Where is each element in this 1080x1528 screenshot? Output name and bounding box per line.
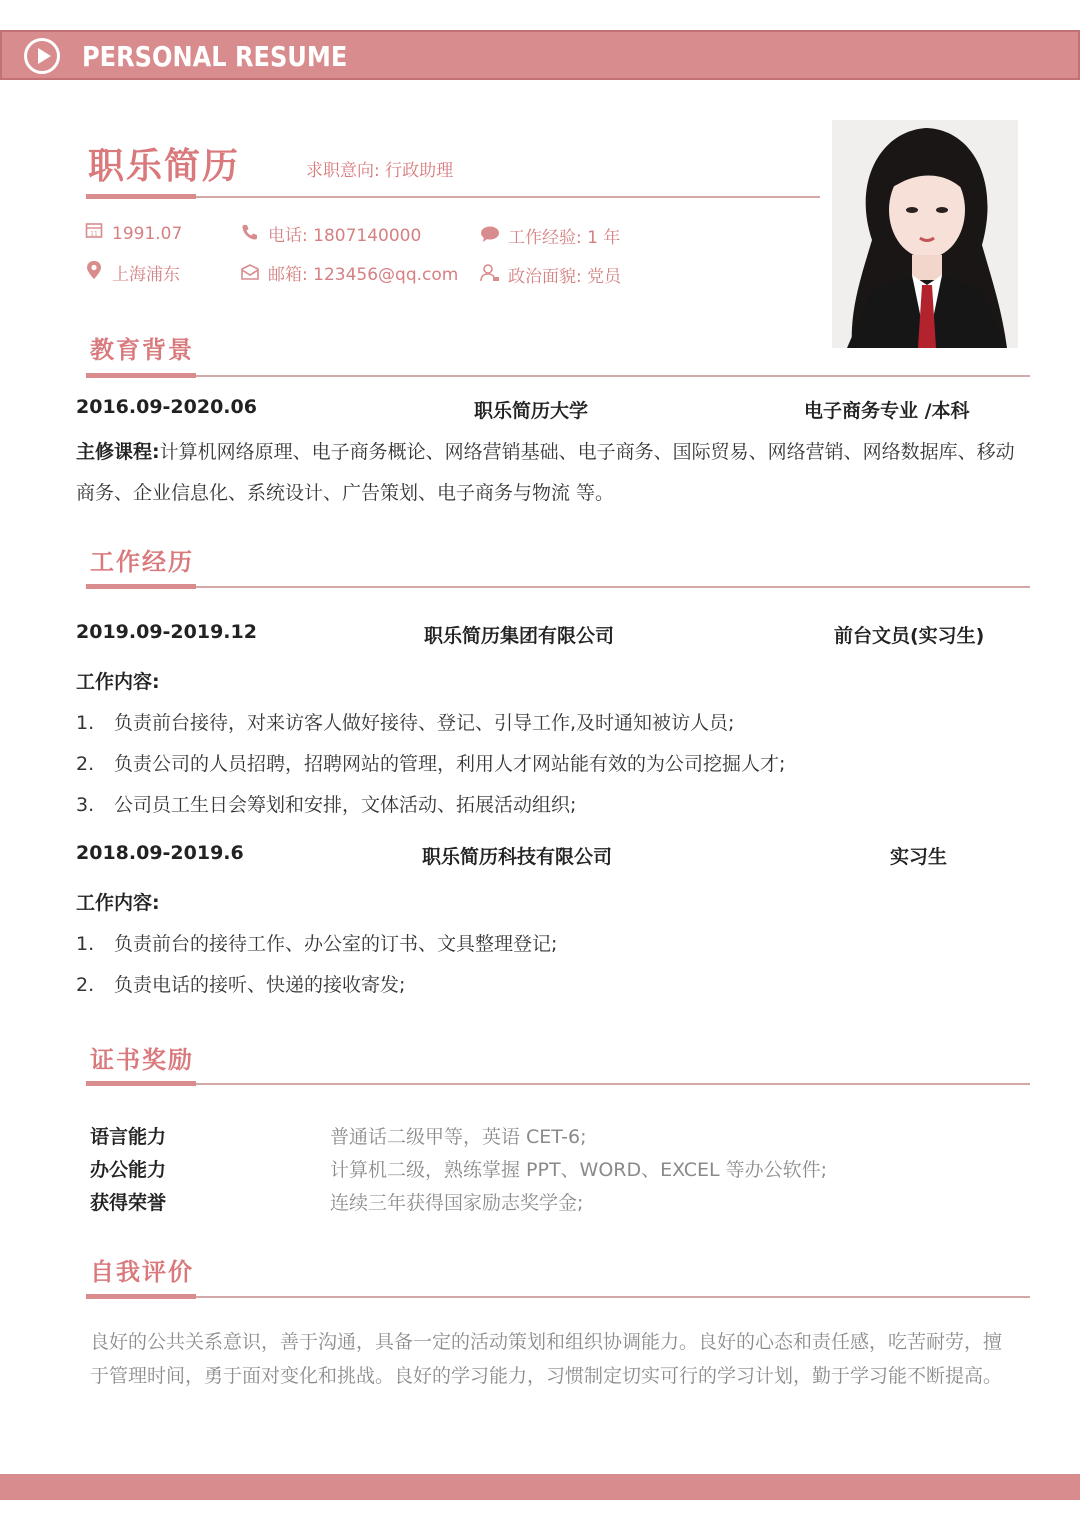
list-item: 1. 负责前台的接待工作、办公室的订书、文具整理登记; <box>76 933 558 955</box>
job2-content-label: 工作内容: <box>76 892 160 914</box>
education-courses <box>76 432 1016 514</box>
education-divider-accent <box>86 373 196 378</box>
mail-icon <box>240 264 260 284</box>
job-intent: 求职意向: 行政助理 <box>306 161 454 181</box>
evaluation-text: 良好的公共关系意识，善于沟通，具备一定的活动策划和组织协调能力。良好的心态和责任感，吃苦耐劳，擅于管理时间，勇于面对变化和挑战。良好的学习能力，习惯制定切实可行的学习计划，勤于学习能不断提高。 <box>90 1331 1003 1387</box>
job2-period: 2018.09-2019.6 <box>76 842 244 864</box>
list-item: 2. 负责公司的人员招聘，招聘网站的管理，利用人才网站能有效的为公司挖掘人才; <box>76 753 786 775</box>
certificates-title: 证书奖励 <box>90 1046 194 1074</box>
header-bar <box>0 30 1080 80</box>
location-info <box>84 260 180 285</box>
certificates-divider <box>86 1083 1030 1085</box>
political-info <box>480 262 621 287</box>
footer-bar <box>0 1474 1080 1500</box>
location-icon <box>84 260 104 284</box>
birth-text: 1991.07 <box>112 224 183 244</box>
evaluation-divider-accent <box>86 1294 196 1299</box>
job2-company: 职乐简历科技有限公司 <box>422 846 613 868</box>
courses-text: 计算机网络原理、电子商务概论、网络营销基础、电子商务、国际贸易、网络营销、网络数据库、移动商务、企业信息化、系统设计、广告策划、电子商务与物流 等。 <box>76 441 1015 504</box>
name-divider <box>86 196 820 198</box>
cert-label-language: 语言能力 <box>90 1126 167 1148</box>
cert-label-honor: 获得荣誉 <box>90 1192 167 1214</box>
cert-value-honor: 连续三年获得国家励志奖学金; <box>330 1192 584 1214</box>
cert-value-office: 计算机二级，熟练掌握 PPT、WORD、EXCEL 等办公软件; <box>330 1159 828 1181</box>
email-info <box>240 260 458 285</box>
experience-info <box>480 223 620 248</box>
cert-value-language: 普通话二级甲等，英语 CET-6; <box>330 1126 587 1148</box>
evaluation-divider <box>86 1296 1030 1298</box>
svg-text:11: 11 <box>90 230 98 238</box>
job1-position: 前台文员(实习生) <box>834 625 985 647</box>
certificates-divider-accent <box>86 1081 196 1086</box>
email-text: 邮箱: 123456@qq.com <box>268 265 459 285</box>
job2-position: 实习生 <box>890 846 948 868</box>
courses-label: 主修课程: <box>76 441 160 463</box>
job1-company: 职乐简历集团有限公司 <box>424 625 615 647</box>
education-divider <box>86 375 1030 377</box>
candidate-name: 职乐简历 <box>88 146 241 187</box>
birth-info <box>84 221 182 244</box>
list-item: 2. 负责电话的接听、快递的接收寄发; <box>76 974 406 996</box>
work-divider <box>86 586 1030 588</box>
play-icon <box>24 38 60 74</box>
education-title: 教育背景 <box>90 336 194 364</box>
evaluation-title: 自我评价 <box>90 1258 194 1286</box>
list-item: 3. 公司员工生日会筹划和安排，文体活动、拓展活动组织; <box>76 794 577 816</box>
job1-content-label: 工作内容: <box>76 671 160 693</box>
political-text: 政治面貌: 党员 <box>508 267 622 287</box>
phone-text: 电话: 1807140000 <box>268 226 422 246</box>
chat-icon <box>480 225 500 247</box>
header-title: PERSONAL RESUME <box>82 40 348 73</box>
phone-info <box>240 221 421 246</box>
education-school: 职乐简历大学 <box>474 400 589 422</box>
profile-photo <box>832 120 1018 348</box>
cert-label-office: 办公能力 <box>90 1159 167 1181</box>
experience-text: 工作经验: 1 年 <box>508 228 621 248</box>
location-text: 上海浦东 <box>112 265 180 285</box>
work-title: 工作经历 <box>90 548 194 576</box>
education-period: 2016.09-2020.06 <box>76 396 257 418</box>
phone-icon <box>240 223 260 245</box>
name-divider-accent <box>86 194 196 199</box>
work-divider-accent <box>86 584 196 589</box>
list-item: 1. 负责前台接待，对来访客人做好接待、登记、引导工作,及时通知被访人员; <box>76 712 735 734</box>
job1-period: 2019.09-2019.12 <box>76 621 257 643</box>
calendar-icon <box>84 221 104 243</box>
person-icon <box>480 264 500 286</box>
education-major: 电子商务专业 /本科 <box>804 400 970 422</box>
